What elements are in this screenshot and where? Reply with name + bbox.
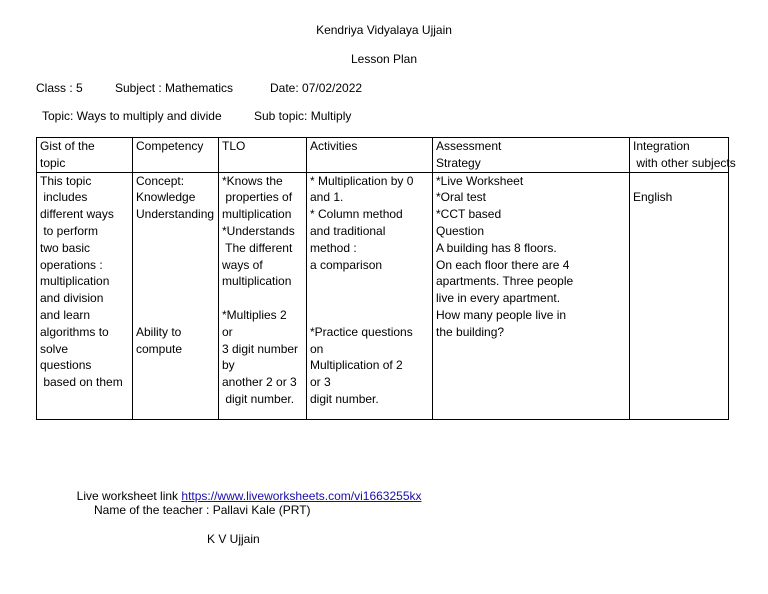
cell-line: Question bbox=[436, 223, 485, 238]
cell-line: ways of bbox=[222, 257, 263, 272]
cell-line bbox=[310, 307, 432, 324]
cell-tlo bbox=[219, 172, 307, 419]
cell-line: the building? bbox=[436, 324, 505, 339]
cell-line: another 2 or 3 bbox=[222, 375, 297, 390]
cell-line: Strategy bbox=[436, 155, 481, 170]
cell-line: The different bbox=[222, 240, 293, 255]
cell-line: and 1. bbox=[310, 190, 344, 205]
cell-line: questions bbox=[40, 358, 92, 373]
cell-line: Knowledge bbox=[136, 190, 196, 205]
cell-line: Ability to bbox=[136, 324, 182, 339]
cell-line: TLO bbox=[222, 139, 246, 153]
cell-line: multiplication bbox=[40, 274, 110, 289]
lesson-plan-table bbox=[36, 137, 736, 420]
class-label: Class : 5 bbox=[36, 81, 83, 95]
teacher-name: Name of the teacher : Pallavi Kale (PRT) bbox=[94, 503, 311, 517]
cell-line: Activities bbox=[310, 139, 358, 153]
cell-line: on bbox=[310, 341, 324, 356]
cell-line: solve bbox=[40, 341, 69, 356]
document-title: Lesson Plan bbox=[350, 52, 418, 66]
cell-line: * Multiplication by 0 bbox=[310, 173, 414, 188]
cell-line: A building has 8 floors. bbox=[436, 240, 557, 255]
school-name: Kendriya Vidyalaya Ujjain bbox=[316, 23, 452, 37]
cell-line bbox=[222, 290, 306, 307]
cell-line: On each floor there are 4 bbox=[436, 257, 570, 272]
cell-line: Integration bbox=[633, 139, 690, 153]
cell-line: and division bbox=[40, 291, 104, 306]
cell-line: *Live Worksheet bbox=[436, 173, 524, 188]
cell-line: *Oral test bbox=[436, 190, 487, 205]
subtopic-label: Sub topic: Multiply bbox=[254, 109, 352, 123]
cell-line: *Understands bbox=[222, 223, 295, 238]
cell-line bbox=[136, 223, 218, 240]
table-header-row bbox=[37, 138, 729, 173]
cell-line bbox=[310, 273, 432, 290]
cell-line: to perform bbox=[40, 223, 99, 238]
cell-line: with other subjects bbox=[633, 155, 736, 170]
cell-line: method : bbox=[310, 240, 357, 255]
cell-line: compute bbox=[136, 341, 183, 356]
cell-competency bbox=[133, 172, 219, 419]
cell-line: Gist of the bbox=[40, 139, 95, 153]
cell-line bbox=[136, 273, 218, 290]
cell-line bbox=[136, 240, 218, 257]
table-row bbox=[37, 172, 729, 419]
header-integration bbox=[630, 138, 736, 173]
cell-line: and traditional bbox=[310, 223, 386, 238]
cell-line: multiplication bbox=[222, 207, 292, 222]
worksheet-label: Live worksheet link bbox=[76, 489, 182, 503]
cell-line: or 3 bbox=[310, 375, 331, 390]
cell-line: *Knows the bbox=[222, 173, 283, 188]
cell-line: This topic bbox=[40, 173, 92, 188]
cell-line: English bbox=[633, 190, 673, 205]
cell-line: digit number. bbox=[222, 391, 295, 406]
cell-line bbox=[310, 290, 432, 307]
cell-line: two basic bbox=[40, 240, 91, 255]
cell-line: a comparison bbox=[310, 257, 383, 272]
cell-line: multiplication bbox=[222, 274, 292, 289]
cell-line bbox=[136, 257, 218, 274]
cell-line: algorithms to bbox=[40, 324, 109, 339]
cell-line: Multiplication of 2 bbox=[310, 358, 403, 373]
cell-line bbox=[136, 307, 218, 324]
cell-line: or bbox=[222, 324, 233, 339]
cell-line: different ways bbox=[40, 207, 114, 222]
header-assessment bbox=[433, 138, 630, 173]
cell-line: How many people live in bbox=[436, 307, 567, 322]
cell-line: based on them bbox=[40, 375, 123, 390]
cell-line: and learn bbox=[40, 307, 91, 322]
cell-line: apartments. Three people bbox=[436, 274, 574, 289]
cell-line: Concept: bbox=[136, 173, 185, 188]
worksheet-link[interactable]: https://www.liveworksheets.com/vi1663255kx bbox=[181, 489, 422, 503]
worksheet-line bbox=[70, 475, 422, 503]
cell-line: digit number. bbox=[310, 391, 379, 406]
cell-line: 3 digit number bbox=[222, 341, 299, 356]
date-label: Date: 07/02/2022 bbox=[270, 81, 363, 95]
cell-gist bbox=[37, 172, 133, 419]
cell-line: includes bbox=[40, 190, 88, 205]
cell-line: Understanding bbox=[136, 207, 215, 222]
cell-line: Competency bbox=[136, 139, 204, 153]
cell-activities bbox=[307, 172, 433, 419]
cell-line: *CCT based bbox=[436, 207, 502, 222]
cell-assessment bbox=[433, 172, 630, 419]
cell-line: live in every apartment. bbox=[436, 291, 561, 306]
cell-line: operations : bbox=[40, 257, 103, 272]
cell-line bbox=[633, 173, 728, 190]
header-activities bbox=[307, 138, 433, 173]
cell-line bbox=[136, 290, 218, 307]
cell-line: *Multiplies 2 bbox=[222, 307, 287, 322]
header-tlo bbox=[219, 138, 307, 173]
cell-line: *Practice questions bbox=[310, 324, 413, 339]
place-label: K V Ujjain bbox=[207, 532, 260, 546]
cell-line: properties of bbox=[222, 190, 293, 205]
subject-label: Subject : Mathematics bbox=[115, 81, 234, 95]
cell-line: Assessment bbox=[436, 139, 502, 153]
cell-integration bbox=[630, 172, 729, 419]
header-competency bbox=[133, 138, 219, 173]
header-gist bbox=[37, 138, 133, 173]
cell-line: topic bbox=[40, 155, 66, 170]
topic-label: Topic: Ways to multiply and divide bbox=[42, 109, 222, 123]
cell-line: by bbox=[222, 358, 235, 373]
cell-line: * Column method bbox=[310, 207, 403, 222]
